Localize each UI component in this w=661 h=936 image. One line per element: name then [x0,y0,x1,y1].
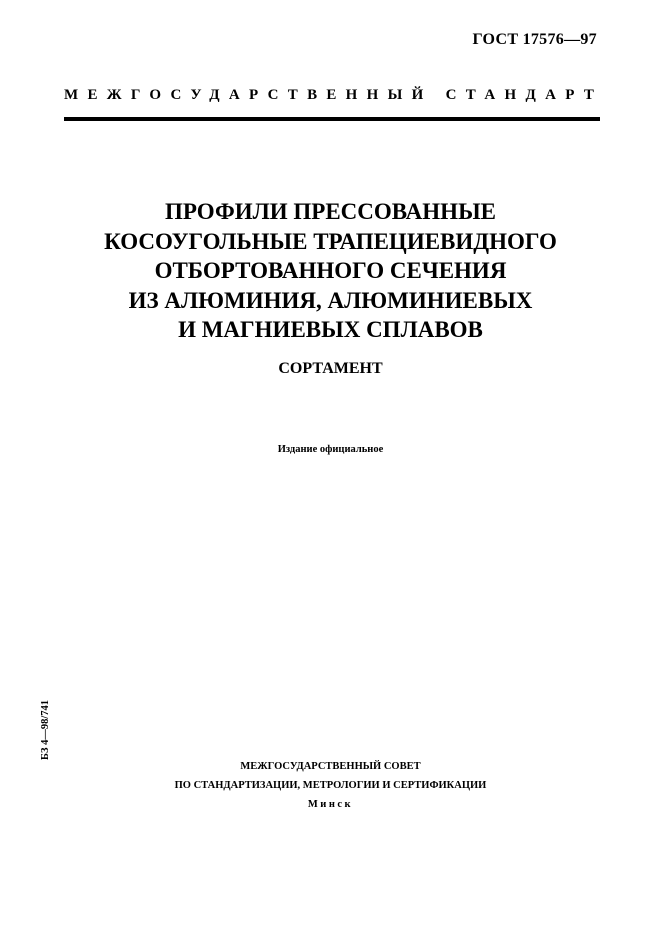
document-subtitle: СОРТАМЕНТ [278,360,383,377]
gost-number: ГОСТ 17576—97 [472,31,597,48]
title-line: КОСОУГОЛЬНЫЕ ТРАПЕЦИЕВИДНОГО [104,228,557,254]
title-line: ПРОФИЛИ ПРЕССОВАННЫЕ [165,199,496,224]
title-line: И МАГНИЕВЫХ СПЛАВОВ [178,317,483,342]
edition-note: Издание официальное [277,444,384,455]
document-title [0,197,661,345]
publisher-city: Минск [307,799,354,810]
publisher-block [0,757,661,814]
publisher-line: МЕЖГОСУДАРСТВЕННЫЙ СОВЕТ [240,761,421,772]
title-line: ИЗ АЛЮМИНИЯ, АЛЮМИНИЕВЫХ [128,287,533,313]
standard-type-heading: МЕЖГОСУДАРСТВЕННЫЙ СТАНДАРТ [64,87,604,103]
title-line: ОТБОРТОВАННОГО СЕЧЕНИЯ [154,258,507,283]
header-divider [64,117,600,121]
catalog-code: БЗ 4—98/741 [40,699,51,760]
publisher-line: ПО СТАНДАРТИЗАЦИИ, МЕТРОЛОГИИ И СЕРТИФИКАЦИИ [174,780,487,791]
